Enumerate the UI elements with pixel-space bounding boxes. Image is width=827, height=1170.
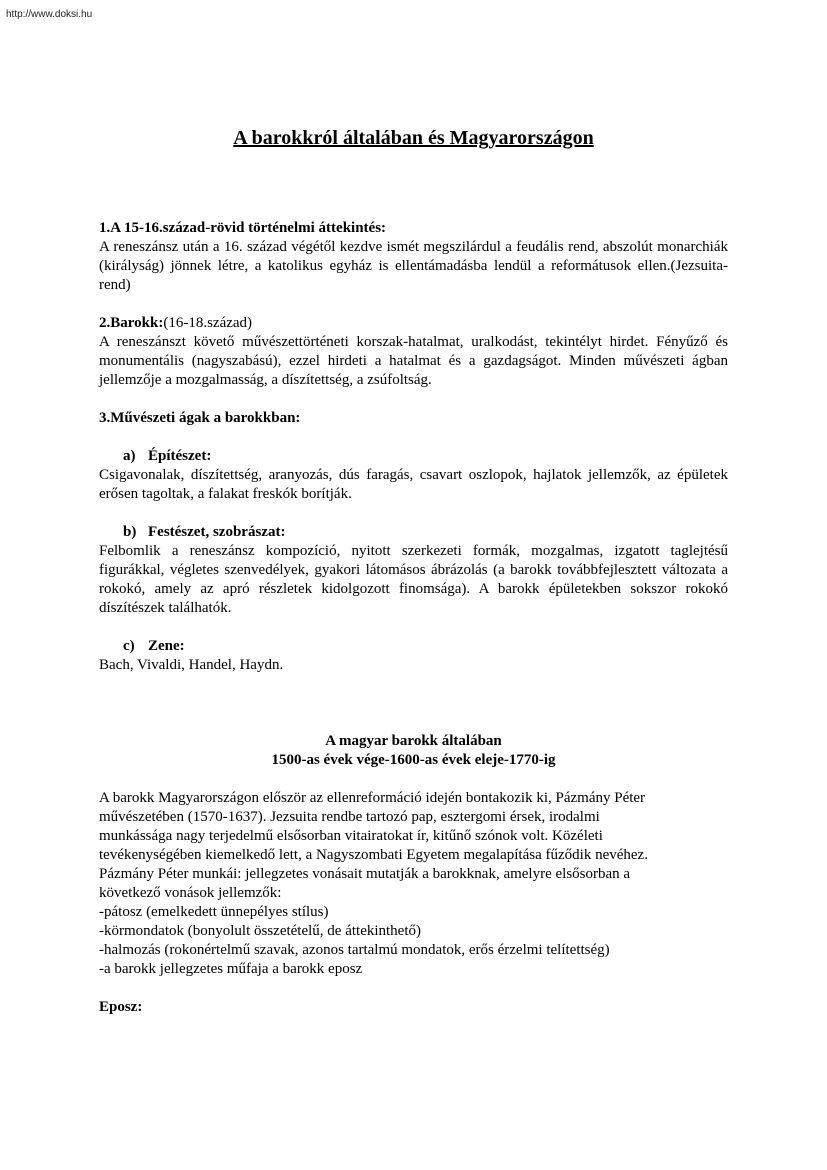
list-item: -halmozás (rokonértelmű szavak, azonos tartalmú mondatok, erős érzelmi telítettség) <box>99 942 610 958</box>
list-item: -a barokk jellegzetes műfaja a barokk eposz <box>99 961 363 977</box>
section-heading: 1.A 15-16.század-rövid történelmi áttekintés: <box>99 220 387 236</box>
section-arts <box>99 409 728 675</box>
subsection-heading <box>99 447 728 466</box>
paragraph-line: munkássága nagy terjedelmű elsősorban vitairatokat ír, kitűnő szónok volt. Közéleti <box>99 828 603 844</box>
section-paragraph: A reneszánsz után a 16. század végétől kezdve ismét megszilárdul a feudális rend, abszolút monarchiák (királyság) jönnek létre, a katolikus egyház is ellentámadásba lendül a reformátusok ellen.(Jezsuita-rend) <box>99 239 728 293</box>
subsection-title: Zene: <box>148 638 185 654</box>
list-item: -pátosz (emelkedett ünnepélyes stílus) <box>99 904 329 920</box>
section-paragraph: A reneszánszt követő művészettörténeti korszak-hatalmat, uralkodást, tekintélyt hirdet. Fényűző és monumentális (nagyszabású), ezzel hirdeti a hatalmat és a gazdagságot. Minden művészeti ágban jellemzője a mozgalmasság, a díszítettség, a zsúfoltság. <box>99 334 728 388</box>
subsection-letter: a) <box>123 448 136 464</box>
subsection-letter: b) <box>123 524 137 540</box>
subsection-title: Festészet, szobrászat: <box>148 524 286 540</box>
section-baroque <box>99 314 728 390</box>
source-url: http://www.doksi.hu <box>6 9 93 20</box>
list-item: -körmondatok (bonyolult összetételű, de áttekinthető) <box>99 923 422 939</box>
subsection-heading <box>99 523 728 542</box>
subsection-paragraph: Bach, Vivaldi, Handel, Haydn. <box>99 657 284 673</box>
subsection-title: Építészet: <box>148 448 212 464</box>
paragraph-line: következő vonások jellemzők: <box>99 885 282 901</box>
section-heading <box>99 314 728 333</box>
section-heading-label: 2.Barokk: <box>99 315 164 331</box>
page-title: A barokkról általában és Magyarországon <box>233 127 594 149</box>
section-heading: 3.Művészeti ágak a barokkban: <box>99 410 301 426</box>
paragraph-line: Pázmány Péter munkái: jellegzetes vonásait mutatják a barokknak, amelyre elsősorban a <box>99 866 631 882</box>
section-heading-note: (16-18.század) <box>163 315 253 331</box>
section-heading: Eposz: <box>99 999 143 1015</box>
section-heading: A magyar barokk általában <box>325 733 502 749</box>
section-history <box>99 219 728 295</box>
subsection-letter: c) <box>123 638 135 654</box>
paragraph-line: tevékenységében kiemelkedő lett, a Nagyszombati Egyetem megalapítása fűződik nevéhez. <box>99 847 648 863</box>
subsection-heading <box>99 637 728 656</box>
paragraph-line: művészetében (1570-1637). Jezsuita rendbe tartozó pap, esztergomi érsek, irodalmi <box>99 809 600 825</box>
section-subheading: 1500-as évek vége-1600-as évek eleje-1770-ig <box>271 752 556 768</box>
subsection-paragraph: Csigavonalak, díszítettség, aranyozás, dús faragás, csavart oszlopok, hajlatok jellemzők, az épületek erősen tagoltak, a falakat freskók borítják. <box>99 467 728 502</box>
subsection-paragraph: Felbomlik a reneszánsz kompozíció, nyitott szerkezeti formák, mozgalmas, izgatott taglejtésű figurákkal, végletes szenvedélyek, gyakori látomásos ábrázolás (a barokk továbbfejlesztett változata a rokokó, amely az apró részletek kidolgozott finomsága). A barokk épületekben sokszor rokokó díszítészek találhatók. <box>99 543 728 616</box>
section-hungarian-baroque <box>99 732 728 1017</box>
document-body <box>99 219 728 1017</box>
paragraph-line: A barokk Magyarországon először az ellenreformáció idején bontakozik ki, Pázmány Péter <box>99 790 646 806</box>
